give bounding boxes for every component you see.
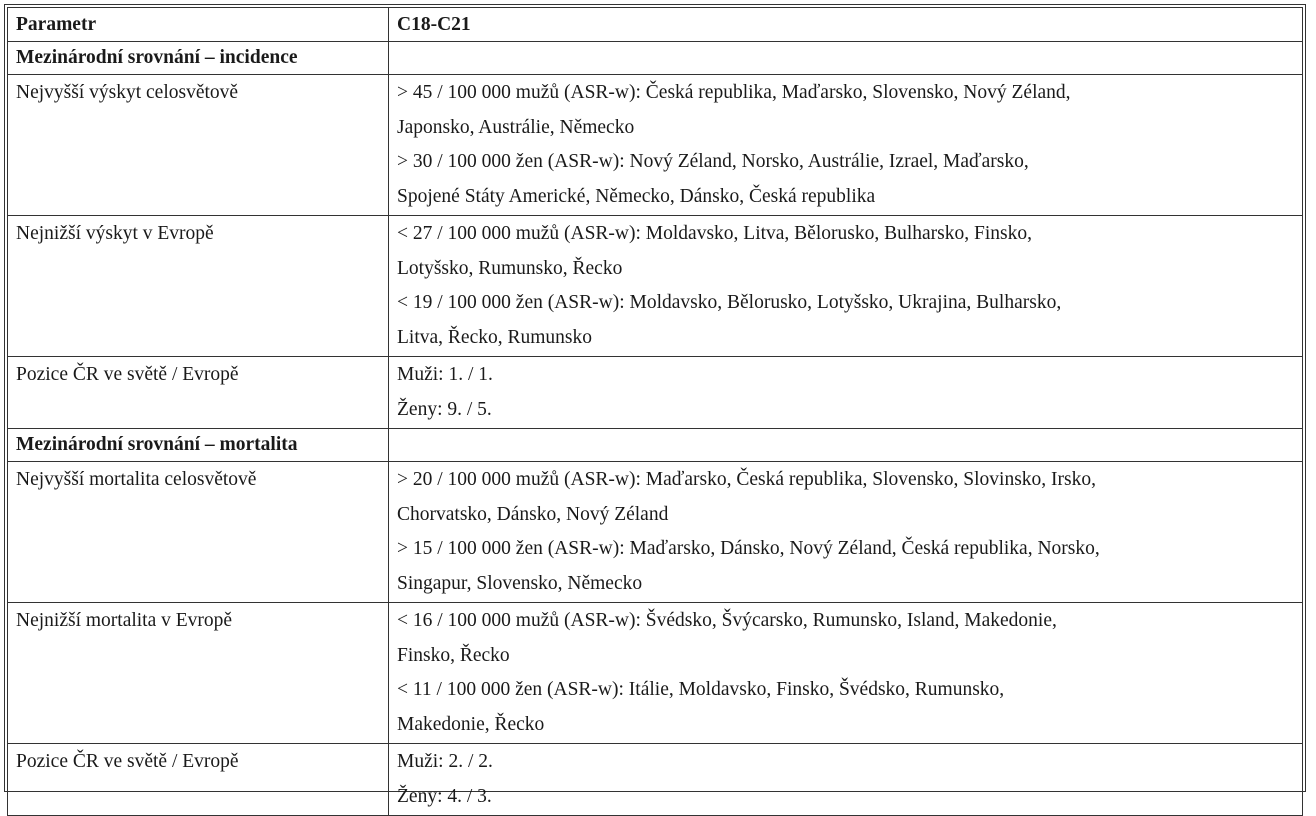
row-label: Nejvyšší výskyt celosvětově: [8, 75, 389, 216]
value-line: Litva, Řecko, Rumunsko: [397, 326, 592, 348]
value-line: < 27 / 100 000 mužů (ASR-w): Moldavsko, Litva, Bělorusko, Bulharsko, Finsko,: [397, 223, 1032, 244]
table-row: [8, 744, 1303, 816]
row-label: Nejnižší výskyt v Evropě: [8, 216, 389, 357]
row-value: [389, 603, 1303, 744]
value-line: < 16 / 100 000 mužů (ASR-w): Švédsko, Švýcarsko, Rumunsko, Island, Makedonie,: [397, 610, 1057, 631]
table-row: [8, 216, 1303, 357]
section-row-mortalita: [8, 429, 1303, 462]
section-title-mortalita: Mezinárodní srovnání – mortalita: [8, 429, 389, 462]
row-label: Pozice ČR ve světě / Evropě: [8, 357, 389, 429]
table-row: [8, 603, 1303, 744]
row-label: Pozice ČR ve světě / Evropě: [8, 744, 389, 816]
value-line: Lotyšsko, Rumunsko, Řecko: [397, 257, 623, 279]
row-value: [389, 75, 1303, 216]
value-line: Muži: 2. / 2.: [397, 751, 493, 772]
value-line: Muži: 1. / 1.: [397, 364, 493, 385]
value-line: Chorvatsko, Dánsko, Nový Zéland: [397, 503, 669, 525]
row-label: Nejvyšší mortalita celosvětově: [8, 462, 389, 603]
row-value: [389, 216, 1303, 357]
row-value: [389, 357, 1303, 429]
table-row: [8, 75, 1303, 216]
table-frame: [4, 4, 1306, 807]
row-label: Nejnižší mortalita v Evropě: [8, 603, 389, 744]
header-row: [8, 8, 1303, 42]
table-row: [8, 462, 1303, 603]
value-line: > 20 / 100 000 mužů (ASR-w): Maďarsko, Česká republika, Slovensko, Slovinsko, Irsko,: [397, 469, 1097, 490]
row-value: [389, 744, 1303, 816]
column-header-c18-c21: C18-C21: [389, 8, 1303, 42]
row-value: [389, 462, 1303, 603]
value-line: Ženy: 9. / 5.: [397, 398, 492, 420]
value-line: Makedonie, Řecko: [397, 713, 545, 735]
value-line: Japonsko, Austrálie, Německo: [397, 116, 635, 138]
column-header-parametr: Parametr: [8, 8, 389, 42]
value-line: > 30 / 100 000 žen (ASR-w): Nový Zéland, Norsko, Austrálie, Izrael, Maďarsko,: [397, 151, 1029, 172]
value-line: Ženy: 4. / 3.: [397, 785, 492, 807]
value-line: Spojené Státy Americké, Německo, Dánsko, Česká republika: [397, 185, 876, 207]
value-line: Singapur, Slovensko, Německo: [397, 572, 643, 594]
table-row: [8, 357, 1303, 429]
data-table: [7, 7, 1303, 816]
value-line: > 15 / 100 000 žen (ASR-w): Maďarsko, Dánsko, Nový Zéland, Česká republika, Norsko,: [397, 538, 1100, 559]
value-line: Finsko, Řecko: [397, 644, 510, 666]
value-line: < 11 / 100 000 žen (ASR-w): Itálie, Moldavsko, Finsko, Švédsko, Rumunsko,: [397, 679, 1005, 700]
value-line: < 19 / 100 000 žen (ASR-w): Moldavsko, Bělorusko, Lotyšsko, Ukrajina, Bulharsko,: [397, 292, 1062, 313]
section-row-incidence: [8, 42, 1303, 75]
section-empty-cell: [389, 42, 1303, 75]
section-title-incidence: Mezinárodní srovnání – incidence: [8, 42, 389, 75]
value-line: > 45 / 100 000 mužů (ASR-w): Česká republika, Maďarsko, Slovensko, Nový Zéland,: [397, 82, 1071, 103]
section-empty-cell: [389, 429, 1303, 462]
